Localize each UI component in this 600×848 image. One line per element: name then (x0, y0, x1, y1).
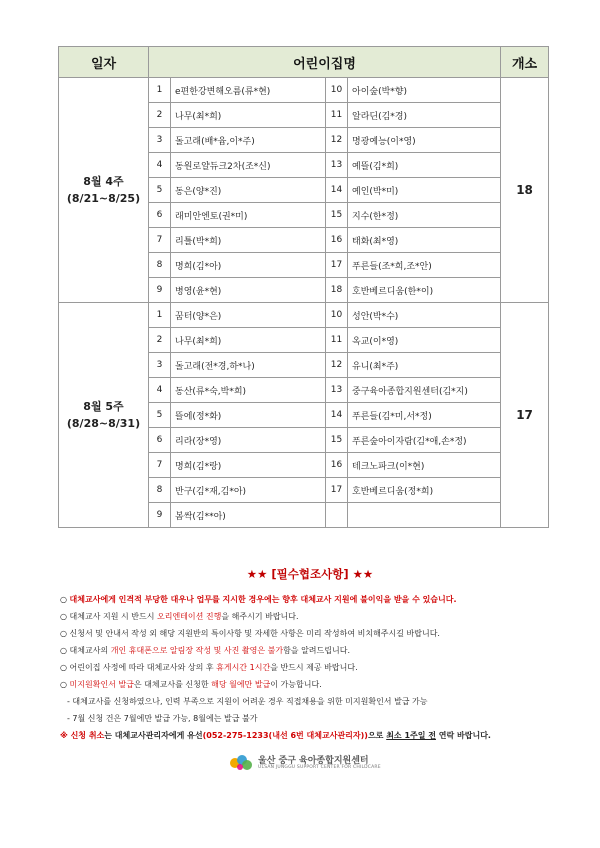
daycare-schedule-table (58, 46, 549, 528)
notes-title: ★★ [필수협조사항] ★★ (246, 567, 374, 581)
bullet: ○ (60, 646, 67, 655)
row-number: 4 (149, 153, 171, 178)
week-label: 8월 4주 (83, 175, 124, 188)
row-number: 12 (326, 128, 348, 153)
daycare-name: 명희(김*랑) (171, 453, 326, 478)
row-number: 15 (326, 203, 348, 228)
daycare-name: 태화(최*영) (348, 228, 501, 253)
row-number: 12 (326, 353, 348, 378)
row-number: 4 (149, 378, 171, 403)
note-text: 대체교사 지원 시 반드시 (69, 612, 157, 621)
table-row (59, 303, 549, 328)
header-date: 일자 (59, 47, 149, 78)
bullet: ○ (60, 612, 67, 621)
daycare-name: 동산(류*숙,박*희) (171, 378, 326, 403)
daycare-name: 푸른숲아이자람(김*애,손*정) (348, 428, 501, 453)
daycare-name: 푸른들(김*미,서*정) (348, 403, 501, 428)
row-number: 13 (326, 153, 348, 178)
week-cell (59, 78, 149, 303)
note-text: 연락 바랍니다. (435, 731, 491, 740)
row-number: 17 (326, 253, 348, 278)
note-subitem: - 7월 신청 건은 7월에만 발급 가능, 8월에는 발급 불가 (67, 714, 258, 723)
table-row (59, 78, 549, 103)
note-emphasis: 휴게시간 1시간 (216, 663, 271, 672)
daycare-name: 지수(한*정) (348, 203, 501, 228)
daycare-name: 나무(최*희) (171, 328, 326, 353)
row-number: 16 (326, 453, 348, 478)
daycare-name: 아이숲(박*향) (348, 78, 501, 103)
note-text: 으로 (367, 731, 387, 740)
row-number: 2 (149, 103, 171, 128)
note-text: 대체교사의 (69, 646, 111, 655)
center-logo-icon (229, 752, 253, 774)
row-number: 1 (149, 303, 171, 328)
note-emphasis: 해당 월에만 발급 (211, 680, 271, 689)
note-text: 대체교사에게 인격적 부당한 대우나 업무를 지시한 경우에는 향후 대체교사 지원에 불이익을 받을 수 있습니다. (69, 595, 457, 604)
bullet: ○ (60, 595, 67, 604)
row-number: 10 (326, 78, 348, 103)
note-item (60, 676, 560, 693)
row-number: 11 (326, 103, 348, 128)
daycare-name: 병영(윤*현) (171, 278, 326, 303)
date-range: (8/21~8/25) (66, 192, 141, 205)
daycare-name: 예뜰(김*희) (348, 153, 501, 178)
row-number: 5 (149, 178, 171, 203)
row-number: 16 (326, 228, 348, 253)
cooperation-notes (60, 566, 560, 744)
row-number: 11 (326, 328, 348, 353)
row-number: 9 (149, 278, 171, 303)
daycare-name: 명희(김*아) (171, 253, 326, 278)
org-name: 울산 중구 육아종합지원센터 (258, 756, 369, 766)
note-text: 어린이집 사정에 따라 대체교사와 상의 후 (69, 663, 217, 672)
note-emphasis: 미지원확인서 발급 (69, 680, 134, 689)
daycare-name: 테크노파크(이*현) (348, 453, 501, 478)
count-cell: 18 (501, 78, 549, 303)
row-number: 9 (149, 503, 171, 528)
daycare-name: 꿈터(양*은) (171, 303, 326, 328)
row-number: 3 (149, 353, 171, 378)
row-number: 15 (326, 428, 348, 453)
note-emphasis: 개인 휴대폰으로 알림장 작성 및 사진 촬영은 불가 (110, 646, 284, 655)
daycare-name: 반구(김*재,김*아) (171, 478, 326, 503)
row-number: 10 (326, 303, 348, 328)
daycare-name: 푸른들(조*희,조*안) (348, 253, 501, 278)
row-number: 5 (149, 403, 171, 428)
note-subitem: - 대체교사를 신청하였으나, 인력 부족으로 지원이 어려운 경우 직접채용을 위한 미지원확인서 발급 가능 (67, 697, 428, 706)
row-number: 13 (326, 378, 348, 403)
row-number: 18 (326, 278, 348, 303)
daycare-name: 알라딘(김*경) (348, 103, 501, 128)
header-daycare: 어린이집명 (149, 47, 501, 78)
header-count: 개소 (501, 47, 549, 78)
note-emphasis: 신청 취소 (70, 731, 105, 740)
row-number: 3 (149, 128, 171, 153)
cancel-note (60, 727, 560, 744)
daycare-name: 뜰에(정*화) (171, 403, 326, 428)
daycare-name: 옥교(이*영) (348, 328, 501, 353)
org-subtitle: ULSAN JUNGGU SUPPORT CENTER FOR CHILDCARE (258, 765, 381, 770)
daycare-name: 나무(최*희) (171, 103, 326, 128)
row-number: 14 (326, 178, 348, 203)
row-number: 1 (149, 78, 171, 103)
row-number (326, 503, 348, 528)
bullet: ○ (60, 629, 67, 638)
note-item (60, 608, 560, 625)
row-number: 7 (149, 228, 171, 253)
row-number: 8 (149, 253, 171, 278)
bullet: ○ (60, 680, 67, 689)
row-number: 14 (326, 403, 348, 428)
note-text: 신청서 및 안내서 작성 외 해당 지원반의 특이사항 및 자세한 사항은 미리 작성하여 비치해주시길 바랍니다. (69, 629, 440, 638)
daycare-name: 명광예능(이*영) (348, 128, 501, 153)
row-number: 6 (149, 428, 171, 453)
daycare-name: 중구육아종합지원센터(김*지) (348, 378, 501, 403)
daycare-name: 성안(박*수) (348, 303, 501, 328)
row-number: 8 (149, 478, 171, 503)
daycare-name: 동은(양*진) (171, 178, 326, 203)
daycare-name: 호반베르디움(정*희) (348, 478, 501, 503)
count-cell: 17 (501, 303, 549, 528)
phone-number: (052-275-1233(내선 6번 대체교사관리자)) (202, 731, 368, 740)
footer (0, 752, 600, 776)
row-number: 17 (326, 478, 348, 503)
note-item (60, 591, 560, 608)
note-item (60, 642, 560, 659)
note-item (60, 625, 560, 642)
daycare-name: 봄싹(김**아) (171, 503, 326, 528)
note-mark: ※ (60, 731, 68, 740)
note-text: 는 대체교사관리자에게 유선 (104, 731, 203, 740)
daycare-name: 돌고래(전*경,하*나) (171, 353, 326, 378)
row-number: 2 (149, 328, 171, 353)
note-item (60, 659, 560, 676)
daycare-name: 래미안엔토(권*미) (171, 203, 326, 228)
daycare-name: 돌고래(배*윰,이*주) (171, 128, 326, 153)
bullet: ○ (60, 663, 67, 672)
row-number: 6 (149, 203, 171, 228)
daycare-name: 예인(박*미) (348, 178, 501, 203)
daycare-name: 리라(장*영) (171, 428, 326, 453)
daycare-name: 유니(최*주) (348, 353, 501, 378)
note-text: 을 해주시기 바랍니다. (221, 612, 299, 621)
note-emphasis: 오리엔테이션 진행 (156, 612, 222, 621)
table-header-row (59, 47, 549, 78)
note-text: 이 가능합니다. (270, 680, 322, 689)
daycare-name (348, 503, 501, 528)
note-emphasis: 최소 1주일 전 (386, 731, 436, 740)
week-cell (59, 303, 149, 528)
note-text: 은 대체교사를 신청한 (133, 680, 212, 689)
daycare-name: 동원로얄듀크2차(조*신) (171, 153, 326, 178)
row-number: 7 (149, 453, 171, 478)
daycare-name: e편한강변해오름(류*현) (171, 78, 326, 103)
note-text: 을 반드시 제공 바랍니다. (270, 663, 358, 672)
date-range: (8/28~8/31) (66, 417, 141, 430)
week-label: 8월 5주 (83, 400, 124, 413)
daycare-name: 호반베르디움(한*이) (348, 278, 501, 303)
note-text: 함을 알려드립니다. (283, 646, 350, 655)
daycare-name: 리틀(박*희) (171, 228, 326, 253)
